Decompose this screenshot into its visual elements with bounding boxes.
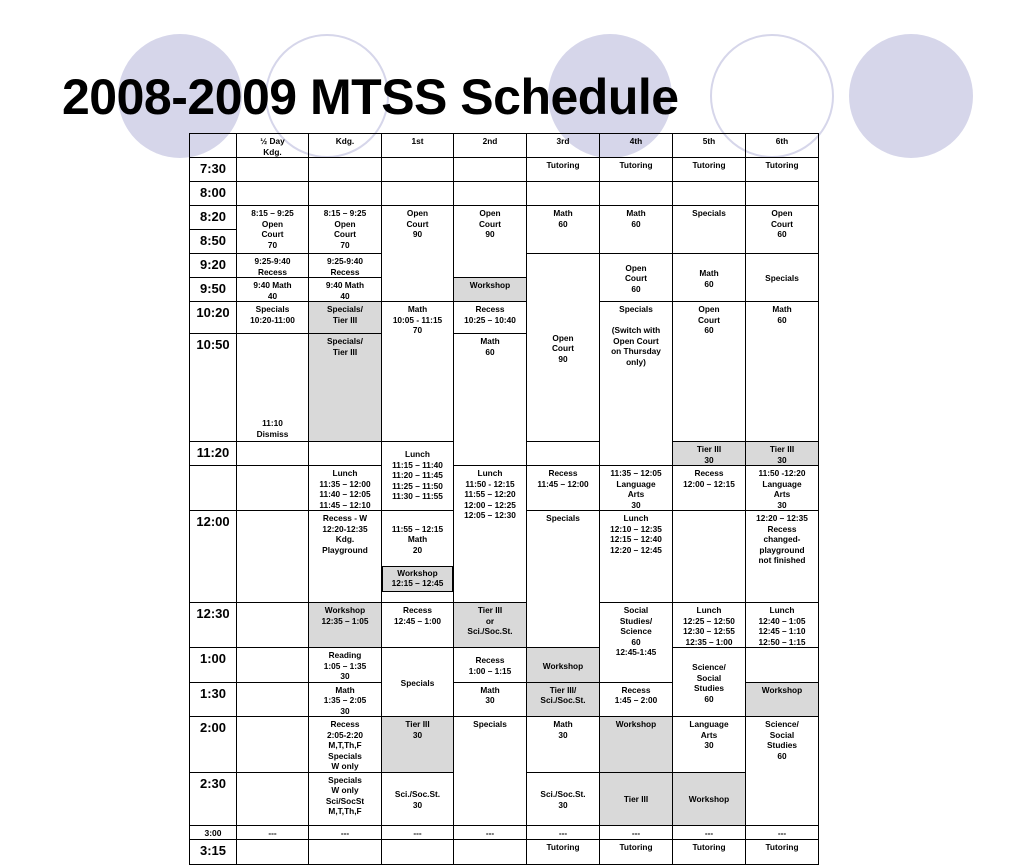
cell-4th-social-studies: Social Studies/ Science 60 12:45-1:45 bbox=[600, 603, 673, 683]
cell-tutoring-5th: Tutoring bbox=[673, 158, 746, 182]
cell-dash: --- bbox=[673, 825, 746, 839]
time-label: 1:30 bbox=[190, 682, 237, 717]
cell-kdg-specials-tier3: Specials/ Tier III bbox=[309, 302, 382, 334]
cell-kdg-workshop: Workshop 12:35 – 1:05 bbox=[309, 603, 382, 648]
header-4th: 4th bbox=[600, 134, 673, 158]
row-315 bbox=[190, 839, 819, 864]
cell-2nd-specials: Specials bbox=[454, 717, 527, 826]
time-label: 10:20 bbox=[190, 302, 237, 334]
cell-tutoring-4th: Tutoring bbox=[600, 839, 673, 864]
cell-empty bbox=[454, 158, 527, 182]
cell-6th-open-court: Open Court 60 bbox=[746, 206, 819, 254]
cell-kdg-recess: 9:25-9:40 Recess bbox=[309, 254, 382, 278]
cell-empty bbox=[309, 839, 382, 864]
time-label: 8:20 bbox=[190, 206, 237, 230]
header-1st: 1st bbox=[382, 134, 454, 158]
time-label: 11:20 bbox=[190, 442, 237, 466]
cell-1st-workshop: Workshop 12:15 – 12:45 bbox=[382, 566, 453, 592]
header-row bbox=[190, 134, 819, 158]
cell-1st-tier3: Tier III 30 bbox=[382, 717, 454, 773]
cell-empty bbox=[237, 158, 309, 182]
cell-empty bbox=[237, 442, 309, 466]
row-100 bbox=[190, 648, 819, 683]
cell-tutoring-3rd: Tutoring bbox=[527, 839, 600, 864]
cell-1st-math-workshop bbox=[382, 511, 454, 603]
time-label: 1:00 bbox=[190, 648, 237, 683]
cell-empty bbox=[309, 158, 382, 182]
row-1020 bbox=[190, 302, 819, 334]
cell-2nd-tier3-or-scisoc: Tier III or Sci./Soc.St. bbox=[454, 603, 527, 648]
cell-5th-tier3: Tier III 30 bbox=[673, 442, 746, 466]
cell-kdg-open-court: 8:15 – 9:25 Open Court 70 bbox=[309, 206, 382, 254]
cell-empty bbox=[382, 158, 454, 182]
cell-kdg-specials-scisoc: Specials W only Sci/SocSt M,T,Th,F bbox=[309, 772, 382, 825]
cell-tutoring-3rd: Tutoring bbox=[527, 158, 600, 182]
cell-empty bbox=[237, 466, 309, 511]
cell-3rd-math: Math 60 bbox=[527, 206, 600, 254]
cell-3rd-open-court: Open Court 90 bbox=[527, 254, 600, 442]
cell-5th-math: Math 60 bbox=[673, 254, 746, 302]
cell-5th-open-court: Open Court 60 bbox=[673, 302, 746, 442]
cell-1st-math: Math 10:05 - 11:15 70 bbox=[382, 302, 454, 442]
cell-kdg-math: 9:40 Math 40 bbox=[309, 278, 382, 302]
cell-5th-workshop: Workshop bbox=[673, 772, 746, 825]
cell-half-math: 9:40 Math 40 bbox=[237, 278, 309, 302]
row-820 bbox=[190, 206, 819, 230]
cell-empty bbox=[746, 648, 819, 683]
row-300 bbox=[190, 825, 819, 839]
cell-empty bbox=[237, 682, 309, 717]
cell-kdg-specials-tier3: Specials/ Tier III bbox=[309, 334, 382, 442]
cell-empty bbox=[237, 603, 309, 648]
row-1135 bbox=[190, 466, 819, 511]
cell-empty bbox=[746, 182, 819, 206]
cell-4th-workshop: Workshop bbox=[600, 717, 673, 773]
cell-4th-open-court: Open Court 60 bbox=[600, 254, 673, 302]
cell-4th-lunch: Lunch 12:10 – 12:35 12:15 – 12:40 12:20 – 12:45 bbox=[600, 511, 673, 603]
cell-kdg-lunch: Lunch 11:35 – 12:00 11:40 – 12:05 11:45 – 12:10 bbox=[309, 466, 382, 511]
cell-2nd-lunch: Lunch 11:50 - 12:15 11:55 – 12:20 12:00 – 12:25 12:05 – 12:30 bbox=[454, 466, 527, 603]
cell-4th-language-arts: 11:35 – 12:05 Language Arts 30 bbox=[600, 466, 673, 511]
header-6th: 6th bbox=[746, 134, 819, 158]
time-label: 8:50 bbox=[190, 230, 237, 254]
cell-tutoring-5th: Tutoring bbox=[673, 839, 746, 864]
cell-4th-tier3: Tier III bbox=[600, 772, 673, 825]
cell-half-recess: 9:25-9:40 Recess bbox=[237, 254, 309, 278]
cell-3rd-specials: Specials bbox=[527, 511, 600, 648]
cell-6th-workshop: Workshop bbox=[746, 682, 819, 717]
header-corner bbox=[190, 134, 237, 158]
cell-empty bbox=[237, 648, 309, 683]
cell-2nd-math: Math 30 bbox=[454, 682, 527, 717]
cell-kdg-recess-playground: Recess - W 12:20-12:35 Kdg. Playground bbox=[309, 511, 382, 603]
cell-empty bbox=[673, 182, 746, 206]
header-5th: 5th bbox=[673, 134, 746, 158]
cell-kdg-recess-specials: Recess 2:05-2:20 M,T,Th,F Specials W only bbox=[309, 717, 382, 773]
cell-2nd-open-court: Open Court 90 bbox=[454, 206, 527, 278]
time-label: 9:20 bbox=[190, 254, 237, 278]
row-1230 bbox=[190, 603, 819, 648]
cell-4th-math: Math 60 bbox=[600, 206, 673, 254]
cell-4th-specials: Specials (Switch with Open Court on Thursday only) bbox=[600, 302, 673, 466]
cell-empty bbox=[600, 182, 673, 206]
cell-2nd-workshop: Workshop bbox=[454, 278, 527, 302]
cell-3rd-tier3-scisoc: Tier III/ Sci./Soc.St. bbox=[527, 682, 600, 717]
cell-4th-recess: Recess 1:45 – 2:00 bbox=[600, 682, 673, 717]
cell-kdg-math: Math 1:35 – 2:05 30 bbox=[309, 682, 382, 717]
cell-1st-specials: Specials bbox=[382, 648, 454, 717]
cell-dash: --- bbox=[237, 825, 309, 839]
cell-6th-tier3: Tier III 30 bbox=[746, 442, 819, 466]
cell-6th-lunch: Lunch 12:40 – 1:05 12:45 – 1:10 12:50 – 1:15 bbox=[746, 603, 819, 648]
cell-6th-recess-note: 12:20 – 12:35 Recess changed- playground not finished bbox=[746, 511, 819, 603]
cell-empty bbox=[454, 839, 527, 864]
cell-empty bbox=[527, 182, 600, 206]
time-label-empty bbox=[190, 466, 237, 511]
cell-2nd-recess: Recess 1:00 – 1:15 bbox=[454, 648, 527, 683]
cell-empty bbox=[237, 839, 309, 864]
cell-dash: --- bbox=[746, 825, 819, 839]
cell-1st-scisoc: Sci./Soc.St. 30 bbox=[382, 772, 454, 825]
cell-empty bbox=[237, 182, 309, 206]
cell-half-specials: Specials 10:20-11:00 bbox=[237, 302, 309, 334]
cell-half-dismiss: 11:10 Dismiss bbox=[237, 334, 309, 442]
cell-1st-recess: Recess 12:45 – 1:00 bbox=[382, 603, 454, 648]
cell-3rd-recess: Recess 11:45 – 12:00 bbox=[527, 466, 600, 511]
header-3rd: 3rd bbox=[527, 134, 600, 158]
cell-tutoring-4th: Tutoring bbox=[600, 158, 673, 182]
cell-empty bbox=[382, 182, 454, 206]
cell-empty bbox=[454, 182, 527, 206]
time-label: 3:00 bbox=[190, 825, 237, 839]
cell-tutoring-6th: Tutoring bbox=[746, 839, 819, 864]
cell-6th-science-social: Science/ Social Studies 60 bbox=[746, 717, 819, 826]
time-label: 2:00 bbox=[190, 717, 237, 773]
cell-6th-math: Math 60 bbox=[746, 302, 819, 442]
cell-dash: --- bbox=[382, 825, 454, 839]
cell-tutoring-6th: Tutoring bbox=[746, 158, 819, 182]
cell-6th-specials: Specials bbox=[746, 254, 819, 302]
time-label: 8:00 bbox=[190, 182, 237, 206]
time-label: 2:30 bbox=[190, 772, 237, 825]
cell-empty bbox=[673, 511, 746, 603]
cell-5th-language-arts: Language Arts 30 bbox=[673, 717, 746, 773]
time-label: 12:00 bbox=[190, 511, 237, 603]
time-label: 12:30 bbox=[190, 603, 237, 648]
cell-dash: --- bbox=[309, 825, 382, 839]
cell-1st-open-court: Open Court 90 bbox=[382, 206, 454, 302]
time-label: 7:30 bbox=[190, 158, 237, 182]
cell-dash: --- bbox=[527, 825, 600, 839]
cell-empty bbox=[309, 182, 382, 206]
cell-1st-lunch bbox=[382, 442, 454, 511]
cell-3rd-math: Math 30 bbox=[527, 717, 600, 773]
cell-1st-math-text: 11:55 – 12:15 Math 20 bbox=[391, 523, 444, 555]
cell-empty bbox=[527, 442, 600, 466]
cell-empty bbox=[237, 717, 309, 773]
schedule-table bbox=[189, 133, 819, 865]
cell-5th-specials: Specials bbox=[673, 206, 746, 254]
row-200 bbox=[190, 717, 819, 773]
cell-empty bbox=[237, 772, 309, 825]
cell-kdg-reading: Reading 1:05 – 1:35 30 bbox=[309, 648, 382, 683]
cell-3rd-workshop: Workshop bbox=[527, 648, 600, 683]
cell-6th-language-arts: 11:50 -12:20 Language Arts 30 bbox=[746, 466, 819, 511]
cell-1st-lunch-text: Lunch 11:15 – 11:40 11:20 – 11:45 11:25 – 11:50 11:30 – 11:55 bbox=[392, 449, 443, 501]
cell-empty bbox=[237, 511, 309, 603]
cell-2nd-recess: Recess 10:25 – 10:40 bbox=[454, 302, 527, 334]
row-730 bbox=[190, 158, 819, 182]
decor-circle-5 bbox=[849, 34, 973, 158]
time-label: 10:50 bbox=[190, 334, 237, 442]
cell-5th-recess: Recess 12:00 – 12:15 bbox=[673, 466, 746, 511]
row-800 bbox=[190, 182, 819, 206]
cell-empty bbox=[309, 442, 382, 466]
cell-3rd-scisoc: Sci./Soc.St. 30 bbox=[527, 772, 600, 825]
cell-half-open-court: 8:15 – 9:25 Open Court 70 bbox=[237, 206, 309, 254]
cell-dash: --- bbox=[600, 825, 673, 839]
time-label: 9:50 bbox=[190, 278, 237, 302]
header-2nd: 2nd bbox=[454, 134, 527, 158]
cell-5th-science-social: Science/ Social Studies 60 bbox=[673, 648, 746, 717]
page-title: 2008-2009 MTSS Schedule bbox=[62, 69, 679, 125]
time-label: 3:15 bbox=[190, 839, 237, 864]
cell-empty bbox=[382, 839, 454, 864]
cell-5th-lunch: Lunch 12:25 – 12:50 12:30 – 12:55 12:35 – 1:00 bbox=[673, 603, 746, 648]
cell-dash: --- bbox=[454, 825, 527, 839]
cell-2nd-math: Math 60 bbox=[454, 334, 527, 466]
header-half-day-kdg: ½ Day Kdg. bbox=[237, 134, 309, 158]
header-kdg: Kdg. bbox=[309, 134, 382, 158]
